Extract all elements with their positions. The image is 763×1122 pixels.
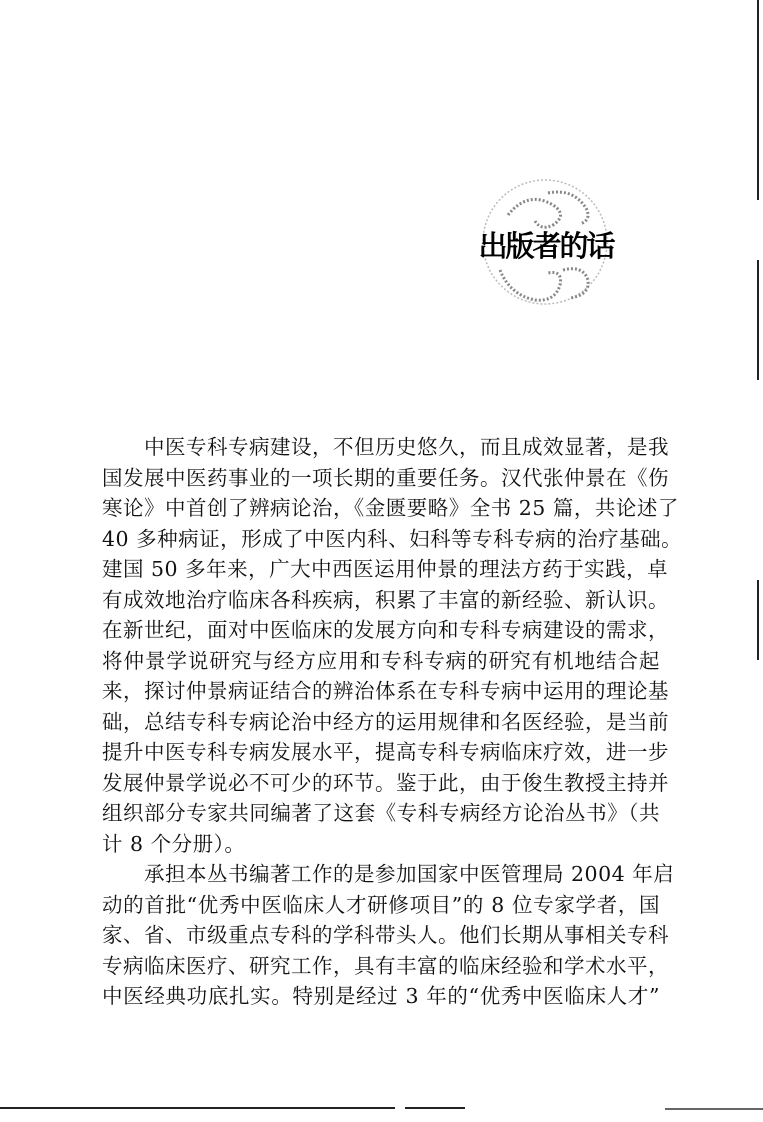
text-line: 将仲景学说研究与经方应用和专科专病的研究有机地结合起 <box>102 648 660 673</box>
text-line: 动的首批“优秀中医临床人才研修项目”的 8 位专家学者，国 <box>102 892 660 917</box>
text-line: 家、省、市级重点专科的学科带头人。他们长期从事相关专科 <box>102 923 669 947</box>
text-line: 40 多种病证，形成了中医内科、妇科等专科专病的治疗基础。 <box>102 526 683 551</box>
text-line: 础，总结专科专病论治中经方的运用规律和名医经验，是当前 <box>102 709 669 734</box>
text-line: 发展仲景学说必不可少的环节。鉴于此，由于俊生教授主持并 <box>102 770 669 795</box>
text-line: 在新世纪，面对中医临床的发展方向和专科专病建设的需求， <box>102 618 669 642</box>
scan-edge-line <box>405 1107 465 1109</box>
scan-edge-line <box>757 260 759 380</box>
text-line: 有成效地治疗临床各科疾病，积累了丰富的新经验、新认识。 <box>102 587 669 612</box>
body-text <box>102 432 683 1012</box>
page-heading: 出版者的话 <box>478 229 614 263</box>
text-line: 建国 50 多年来，广大中西医运用仲景的理法方药于实践，卓 <box>102 557 669 581</box>
text-line: 中医经典功底扎实。特别是经过 3 年的“优秀中医临床人才” <box>102 984 660 1008</box>
text-line: 中医专科专病建设，不但历史悠久，而且成效显著，是我 <box>144 435 669 459</box>
text-line: 来，探讨仲景病证结合的辨治体系在专科专病中运用的理论基 <box>102 679 669 703</box>
text-line: 提升中医专科专病发展水平，提高专科专病临床疗效，进一步 <box>102 740 669 764</box>
scan-edge-line <box>665 1108 763 1110</box>
scan-edge-line <box>757 0 759 200</box>
text-line: 寒论》中首创了辨病论治，《金匮要略》全书 25 篇，共论述了 <box>102 496 679 520</box>
text-line: 承担本丛书编著工作的是参加国家中医管理局 2004 年启 <box>144 862 675 886</box>
text-line: 国发展中医药事业的一项长期的重要任务。汉代张仲景在《伤 <box>102 465 669 490</box>
text-line: 计 8 个分册）。 <box>102 831 246 856</box>
text-line: 专病临床医疗、研究工作，具有丰富的临床经验和学术水平， <box>102 953 669 978</box>
scan-edge-line <box>0 1107 395 1109</box>
scan-edge-line <box>757 580 759 660</box>
text-line: 组织部分专家共同编著了这套《专科专病经方论治丛书》（共 <box>102 801 660 825</box>
